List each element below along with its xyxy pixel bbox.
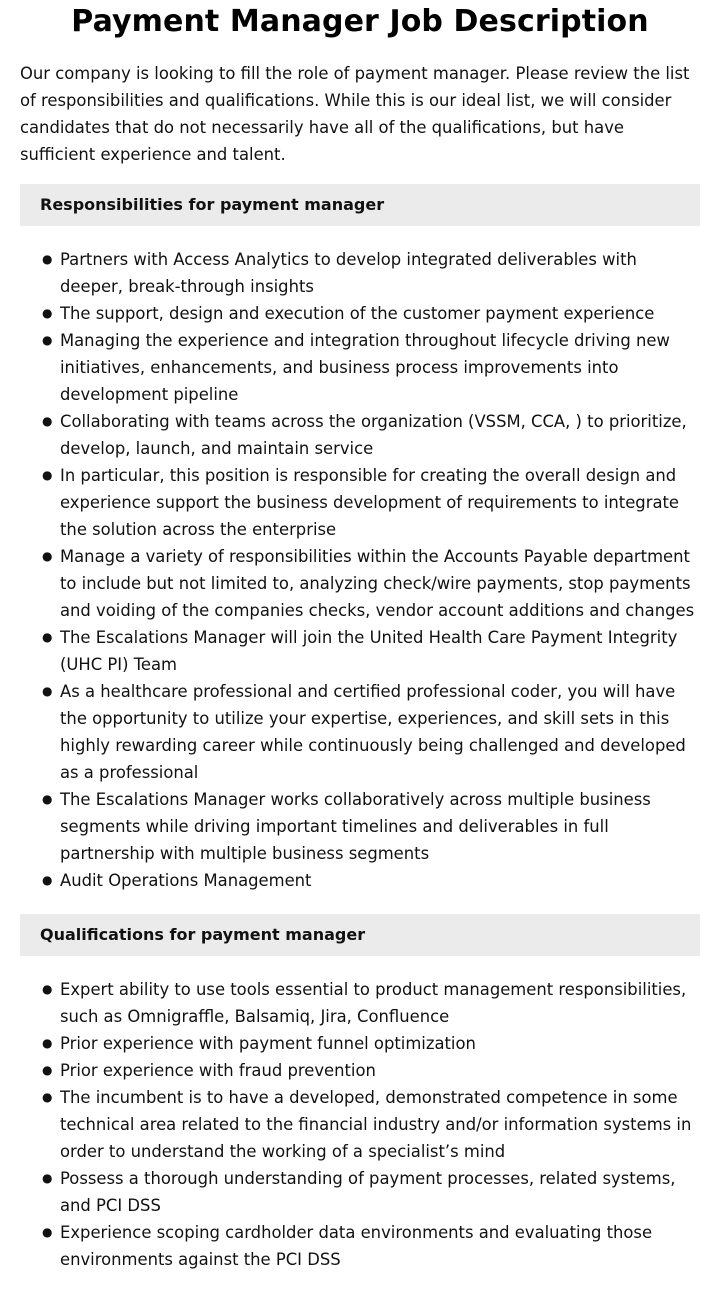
bullet-icon: ● [42,1171,53,1185]
list-item [42,408,700,462]
bullet-icon: ● [42,1225,53,1239]
list-item [42,976,700,1030]
bullet-icon: ● [42,1090,53,1104]
list-item [42,300,700,327]
list-item [42,246,700,300]
list-item-text: Partners with Access Analytics to develop integrated deliverables with deeper, break-through insights [60,250,637,296]
list-item [42,1030,700,1057]
list-item-text: Possess a thorough understanding of payment processes, related systems, and PCI DSS [60,1169,676,1215]
list-item [42,867,700,894]
list-item [42,1057,700,1084]
page-title: Payment Manager Job Description [71,4,649,39]
bullet-icon: ● [42,982,53,996]
list-item-text: The Escalations Manager will join the United Health Care Payment Integrity (UHC PI) Team [60,628,678,674]
bullet-icon: ● [42,306,53,320]
list-item-text: Managing the experience and integration throughout lifecycle driving new initiatives, enhancements, and business process improvements into development pipeline [60,331,670,404]
list-item-text: The incumbent is to have a developed, demonstrated competence in some technical area related to the financial industry and/or information systems in order to understand the working of a specialist’s mind [60,1088,692,1161]
list-item-text: Prior experience with fraud prevention [60,1061,376,1080]
bullet-icon: ● [42,549,53,563]
list-item-text: Expert ability to use tools essential to product management responsibilities, such as Omnigraffle, Balsamiq, Jira, Confluence [60,980,687,1026]
bullet-icon: ● [42,1063,53,1077]
bullet-icon: ● [42,468,53,482]
bullet-icon: ● [42,684,53,698]
list-item-text: As a healthcare professional and certified professional coder, you will have the opportunity to utilize your expertise, experiences, and skill sets in this highly rewarding career while continuously being challenged and developed as a professional [60,682,686,782]
list-item-text: In particular, this position is responsible for creating the overall design and experience support the business development of requirements to integrate the solution across the enterprise [60,466,679,539]
list-item [42,1084,700,1165]
list-item-text: Collaborating with teams across the organization (VSSM, CCA, ) to prioritize, develop, launch, and maintain service [60,412,687,458]
list-item [42,624,700,678]
list-item [42,462,700,543]
bullet-icon: ● [42,792,53,806]
bullet-icon: ● [42,873,53,887]
list-item [42,1219,700,1273]
list-item-text: The support, design and execution of the customer payment experience [60,304,655,323]
list-item-text: Audit Operations Management [60,871,312,890]
list-item-text: Manage a variety of responsibilities within the Accounts Payable department to include but not limited to, analyzing check/wire payments, stop payments and voiding of the companies checks, vendor account additions and changes [60,547,695,620]
bullet-icon: ● [42,333,53,347]
intro-paragraph: Our company is looking to fill the role of payment manager. Please review the list of responsibilities and qualifications. While this is our ideal list, we will consider candidates that do not necessarily have all of the qualifications, but have sufficient experience and talent. [20,64,690,164]
bullet-icon: ● [42,1036,53,1050]
bullet-icon: ● [42,414,53,428]
list-item-text: Prior experience with payment funnel optimization [60,1034,476,1053]
list-item-text: The Escalations Manager works collaboratively across multiple business segments while driving important timelines and deliverables in full partnership with multiple business segments [60,790,651,863]
bullet-icon: ● [42,630,53,644]
qualifications-list [20,956,700,1273]
bullet-icon: ● [42,252,53,266]
list-item-text: Experience scoping cardholder data environments and evaluating those environments against the PCI DSS [60,1223,653,1269]
list-item [42,327,700,408]
list-item [42,678,700,786]
responsibilities-heading: Responsibilities for payment manager [20,184,700,226]
list-item [42,543,700,624]
list-item [42,786,700,867]
responsibilities-list [20,226,700,894]
list-item [42,1165,700,1219]
qualifications-heading: Qualifications for payment manager [20,914,700,956]
